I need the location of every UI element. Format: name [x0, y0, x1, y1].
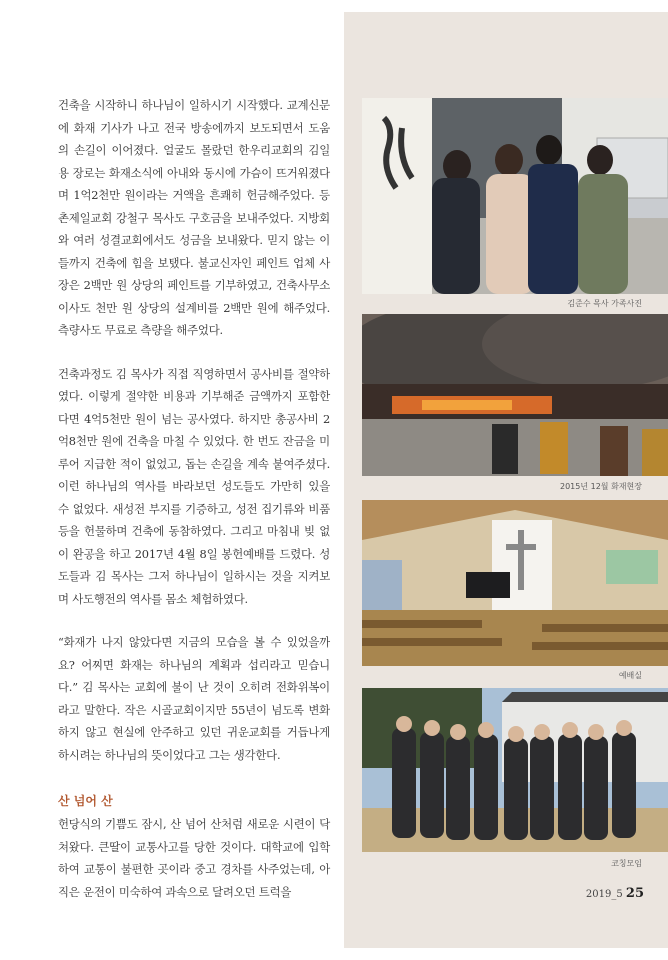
page-number: 25	[625, 886, 644, 901]
article-body	[58, 94, 330, 903]
coaching-group-photo	[362, 688, 668, 852]
caption-family-photo: 김준수 목사 가족사진	[567, 299, 642, 308]
paragraph-1: 건축을 시작하니 하나님이 일하시기 시작했다. 교계신문에 화재 기사가 나고 전국 방송에까지 보도되면서 도움의 손길이 이어졌다. 얼굴도 몰랐던 한우리교회의 김일용 장로는 화재소식에 아내와 동시에 가슴이 뜨거워졌다며 1억2천만 원이라는 거액을 흔쾌히 헌금해주었다. 등촌제일교회 강철구 목사도 구호금을 보내주었다. 지방회와 여러 성결교회에서도 성금을 보내왔다. 믿지 않는 이들까지 건축에 힘을 보탰다. 불교신자인 페인트 업체 사장은 2백만 원 상당의 페인트를 기부하였고, 건축사무소 이사도 천만 원 상당의 설계비를 2백만 원에 해주었다. 측량사도 무료로 측량을 해주었다.	[58, 98, 330, 337]
fire-photo	[362, 314, 668, 476]
page-folio	[586, 886, 644, 901]
section-subheading: 산 넘어 산	[58, 794, 113, 808]
paragraph-4: 헌당식의 기쁨도 잠시, 산 넘어 산처럼 새로운 시련이 닥쳐왔다. 큰딸이 교통사고를 당한 것이다. 대학교에 입학하여 교통이 불편한 곳이라 중고 경차를 사주었는데, 아직은 운전이 미숙하여 과속으로 달려오던 트럭을	[58, 817, 330, 899]
paragraph-3: “화재가 나지 않았다면 지금의 모습을 볼 수 있었을까요? 어찌면 화재는 하나님의 계획과 섭리라고 믿습니다.” 김 목사는 교회에 불이 난 것이 오히려 전화위복이라고 말한다. 작은 시골교회이지만 55년이 넘도록 변화하지 않고 현실에 안주하고 있던 귀운교회를 거듭나게 하시려는 하나님의 뜻이었다고 그는 생각한다.	[58, 635, 330, 762]
family-photo	[362, 98, 668, 294]
sanctuary-photo	[362, 500, 668, 666]
paragraph-2: 건축과정도 김 목사가 직접 직영하면서 공사비를 절약하였다. 이렇게 절약한 비용과 기부해준 금액까지 포함한다면 4억5천만 원이 넘는 공사였다. 하지만 총공사비 2억8천만 원에 건축을 마칠 수 있었다. 한 번도 잔금을 미루어 지급한 적이 없었고, 돕는 손길을 계속 붙여주셨다. 이런 하나님의 역사를 바라보던 성도들도 가만히 있을 수 없었다. 새성전 부지를 기증하고, 성전 집기류와 비품 등을 헌물하며 건축에 동참하였다. 그리고 마침내 빚 없이 완공을 하고 2017년 4월 8일 봉헌예배를 드렸다. 성도들과 김 목사는 그저 하나님이 일하시는 것을 지켜보며 사도행전의 역사를 몸소 체험하였다.	[58, 366, 330, 606]
caption-fire-photo: 2015년 12월 화재현장	[560, 482, 642, 491]
caption-sanctuary-photo: 예배실	[618, 671, 642, 680]
caption-coaching-photo: 코칭모임	[611, 859, 642, 868]
issue-label: 2019_5	[585, 889, 623, 900]
